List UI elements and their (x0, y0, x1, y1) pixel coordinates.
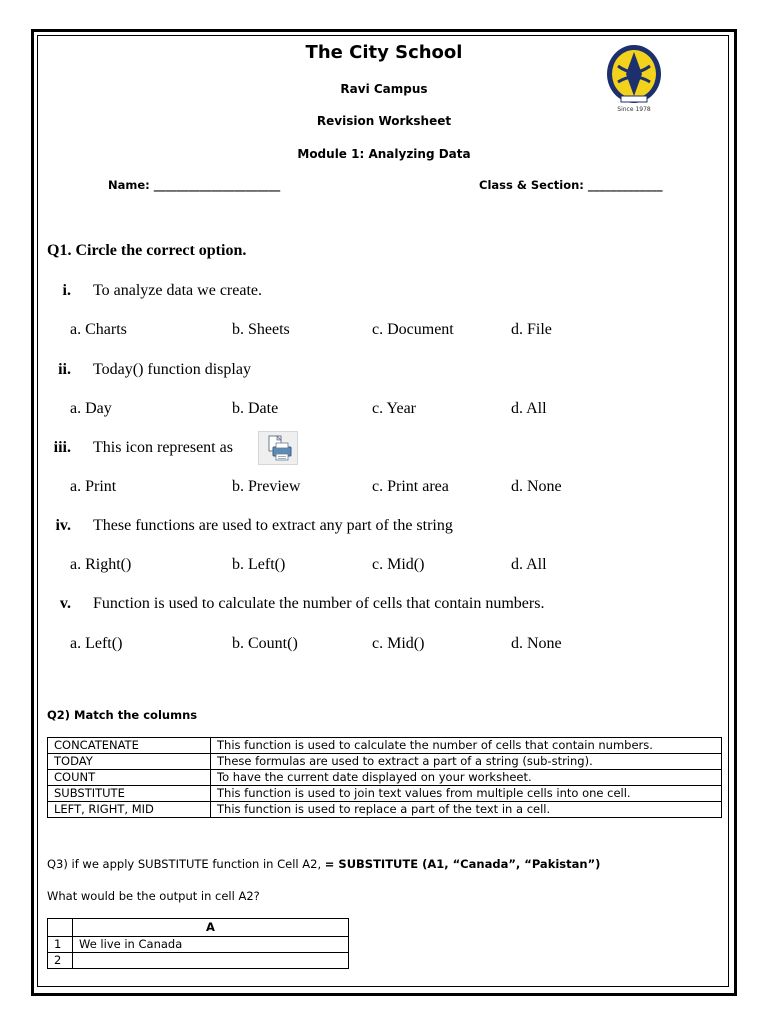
class-section-field[interactable]: Class & Section: _____________ (479, 178, 663, 192)
q1-option[interactable]: d. File (511, 321, 552, 338)
table-row (48, 802, 722, 818)
q1-option[interactable]: a. Right() (70, 556, 132, 573)
table-row (48, 919, 349, 937)
table-row (48, 786, 722, 802)
q3-question: What would be the output in cell A2? (47, 889, 260, 903)
q1-item-number: iii. (53, 439, 71, 456)
column-header-a: A (73, 919, 349, 937)
name-field[interactable]: Name: ______________________ (108, 178, 281, 192)
table-row (48, 937, 349, 953)
table-row (48, 738, 722, 754)
cell-a2[interactable] (73, 953, 349, 969)
q1-item-question: These functions are used to extract any part of the string (93, 517, 453, 534)
cell-a1: We live in Canada (73, 937, 349, 953)
match-term: LEFT, RIGHT, MID (48, 802, 211, 818)
q1-option[interactable]: d. All (511, 556, 547, 573)
campus-name: Ravi Campus (340, 82, 428, 96)
q1-option[interactable]: c. Mid() (372, 556, 425, 573)
table-row (48, 754, 722, 770)
q1-option[interactable]: d. All (511, 400, 547, 417)
match-definition: This function is used to calculate the number of cells that contain numbers. (211, 738, 722, 754)
q1-item-number: iv. (55, 517, 71, 534)
q1-option[interactable]: c. Document (372, 321, 454, 338)
row-number: 1 (48, 937, 73, 953)
print-preview-icon (258, 431, 298, 465)
match-definition: This function is used to join text values from multiple cells into one cell. (211, 786, 722, 802)
worksheet-title: Revision Worksheet (316, 114, 452, 128)
q1-option[interactable]: b. Sheets (232, 321, 290, 338)
match-term: CONCATENATE (48, 738, 211, 754)
q1-option[interactable]: b. Preview (232, 478, 301, 495)
q1-item-question: Today() function display (93, 361, 251, 378)
q2-heading: Q2) Match the columns (47, 708, 198, 722)
match-definition: This function is used to replace a part of the text in a cell. (211, 802, 722, 818)
q3-text: Q3) if we apply SUBSTITUTE function in Cell A2, (47, 857, 325, 871)
q1-heading: Q1. Circle the correct option. (47, 242, 247, 259)
q1-option[interactable]: a. Print (70, 478, 117, 495)
q1-option[interactable]: a. Left() (70, 635, 123, 652)
q1-item-number: i. (62, 282, 71, 299)
spreadsheet-table (47, 918, 349, 969)
q1-option[interactable]: b. Left() (232, 556, 286, 573)
match-term: SUBSTITUTE (48, 786, 211, 802)
module-title: Module 1: Analyzing Data (297, 147, 471, 161)
match-term: TODAY (48, 754, 211, 770)
corner-cell (48, 919, 73, 937)
q1-item-number: ii. (58, 361, 71, 378)
row-number: 2 (48, 953, 73, 969)
match-term: COUNT (48, 770, 211, 786)
q3-formula: = SUBSTITUTE (A1, “Canada”, “Pakistan”) (324, 857, 601, 871)
match-definition: To have the current date displayed on your worksheet. (211, 770, 722, 786)
q1-option[interactable]: c. Mid() (372, 635, 425, 652)
school-logo (604, 42, 664, 114)
q1-item-question: This icon represent as (93, 439, 233, 456)
q1-item-question: Function is used to calculate the number of cells that contain numbers. (93, 595, 545, 612)
school-title: The City School (305, 42, 463, 63)
q1-option[interactable]: b. Date (232, 400, 279, 417)
table-row (48, 953, 349, 969)
q1-option[interactable]: d. None (511, 478, 562, 495)
q1-item-number: v. (59, 595, 71, 612)
q3-prompt (47, 857, 600, 871)
q1-option[interactable]: d. None (511, 635, 562, 652)
q1-option[interactable]: c. Year (372, 400, 416, 417)
q1-item-question: To analyze data we create. (93, 282, 262, 299)
q1-option[interactable]: a. Charts (70, 321, 127, 338)
match-definition: These formulas are used to extract a part of a string (sub-string). (211, 754, 722, 770)
match-columns-table (47, 737, 722, 818)
q1-option[interactable]: c. Print area (372, 478, 449, 495)
table-row (48, 770, 722, 786)
logo-caption: Since 1978 (617, 106, 651, 113)
q1-option[interactable]: b. Count() (232, 635, 298, 652)
q1-option[interactable]: a. Day (70, 400, 112, 417)
